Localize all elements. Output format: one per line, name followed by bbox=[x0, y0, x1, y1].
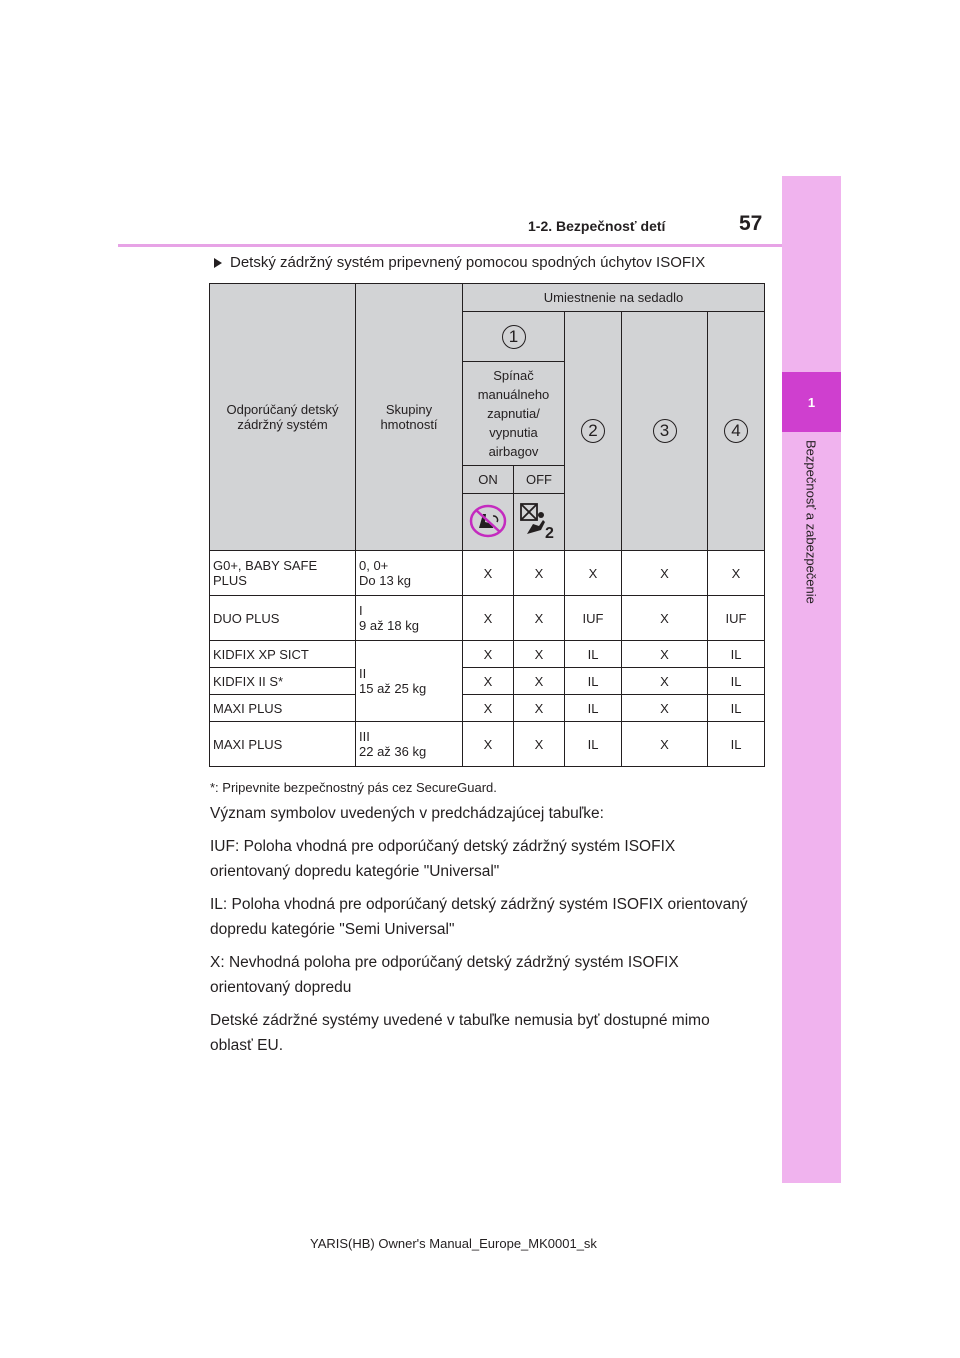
body-text bbox=[210, 801, 750, 1066]
paragraph: IUF: Poloha vhodná pre odporúčaný detský zádržný systém ISOFIX orientovaný dopredu kategórie "Universal" bbox=[210, 838, 676, 880]
row-seat-2: IL bbox=[565, 641, 622, 668]
row-seat-3: X bbox=[622, 551, 708, 596]
row-on: X bbox=[463, 668, 514, 695]
row-seat-3: X bbox=[622, 641, 708, 668]
row-seat-3: X bbox=[622, 722, 708, 767]
row-weight: III 22 až 36 kg bbox=[356, 722, 463, 767]
row-on: X bbox=[463, 641, 514, 668]
row-seat-4: IL bbox=[708, 695, 765, 722]
row-seat-3: X bbox=[622, 668, 708, 695]
row-on: X bbox=[463, 596, 514, 641]
paragraph: IL: Poloha vhodná pre odporúčaný detský zádržný systém ISOFIX orientovaný dopredu kategórie "Semi Universal" bbox=[210, 896, 748, 938]
row-weight-group-2: II 15 až 25 kg bbox=[356, 641, 463, 722]
row-system: KIDFIX II S* bbox=[210, 668, 356, 695]
triangle-bullet-icon bbox=[214, 258, 222, 268]
section-heading bbox=[214, 254, 705, 271]
row-weight: I 9 až 18 kg bbox=[356, 596, 463, 641]
section-heading-text: Detský zádržný systém pripevnený pomocou spodných úchytov ISOFIX bbox=[230, 254, 706, 271]
table-row bbox=[210, 551, 765, 596]
row-seat-2: IL bbox=[565, 695, 622, 722]
header-weight-groups: Skupiny hmotností bbox=[356, 284, 463, 551]
table-row bbox=[210, 722, 765, 767]
row-off: X bbox=[514, 722, 565, 767]
row-seat-2: IL bbox=[565, 668, 622, 695]
row-seat-4: IL bbox=[708, 668, 765, 695]
row-on: X bbox=[463, 551, 514, 596]
header-rule bbox=[118, 244, 782, 247]
seat-2-header bbox=[565, 312, 622, 551]
row-off: X bbox=[514, 641, 565, 668]
row-system: DUO PLUS bbox=[210, 596, 356, 641]
header-recommended-system: Odporúčaný detský zádržný systém bbox=[210, 284, 356, 551]
svg-text:2: 2 bbox=[545, 524, 554, 540]
row-off: X bbox=[514, 695, 565, 722]
table-row bbox=[210, 668, 765, 695]
airbag-off-icon-cell bbox=[463, 494, 514, 551]
row-weight: 0, 0+ Do 13 kg bbox=[356, 551, 463, 596]
row-seat-3: X bbox=[622, 695, 708, 722]
paragraph: X: Nevhodná poloha pre odporúčaný detský zádržný systém ISOFIX orientovaný dopredu bbox=[210, 954, 679, 996]
row-system: KIDFIX XP SICT bbox=[210, 641, 356, 668]
row-seat-4: X bbox=[708, 551, 765, 596]
chapter-number-box: 1 bbox=[782, 372, 841, 432]
table-row bbox=[210, 695, 765, 722]
row-seat-3: X bbox=[622, 596, 708, 641]
child-seat-icon-cell bbox=[514, 494, 565, 551]
footer-manual-id: YARIS(HB) Owner's Manual_Europe_MK0001_sk bbox=[310, 1236, 597, 1251]
row-seat-4: IL bbox=[708, 722, 765, 767]
child-seat-airbag-warning-icon bbox=[519, 502, 559, 540]
row-system: MAXI PLUS bbox=[210, 722, 356, 767]
row-on: X bbox=[463, 722, 514, 767]
row-on: X bbox=[463, 695, 514, 722]
footnote: *: Pripevnite bezpečnostný pás cez SecureGuard. bbox=[210, 780, 497, 795]
on-header: ON bbox=[463, 466, 514, 494]
paragraph: Význam symbolov uvedených v predchádzajúcej tabuľke: bbox=[210, 805, 604, 822]
row-system: G0+, BABY SAFE PLUS bbox=[210, 551, 356, 596]
row-seat-2: IL bbox=[565, 722, 622, 767]
seat-4-header bbox=[708, 312, 765, 551]
table-row bbox=[210, 596, 765, 641]
seat-3-header bbox=[622, 312, 708, 551]
paragraph: Detské zádržné systémy uvedené v tabuľke nemusia byť dostupné mimo oblasť EU. bbox=[210, 1012, 710, 1054]
header-seat-placement: Umiestnenie na sedadlo bbox=[463, 284, 765, 312]
seat-1-header bbox=[463, 312, 565, 362]
row-off: X bbox=[514, 668, 565, 695]
seat-2-circle-icon: 2 bbox=[581, 419, 605, 443]
section-title: 1-2. Bezpečnosť detí bbox=[528, 218, 666, 234]
seat-4-circle-icon: 4 bbox=[724, 419, 748, 443]
seat-1-circle-icon: 1 bbox=[502, 325, 526, 349]
row-off: X bbox=[514, 596, 565, 641]
page-number: 57 bbox=[739, 212, 763, 235]
passenger-airbag-off-icon bbox=[469, 504, 507, 538]
seat-3-circle-icon: 3 bbox=[653, 419, 677, 443]
table-row bbox=[210, 641, 765, 668]
isofix-table bbox=[209, 283, 765, 767]
row-seat-2: IUF bbox=[565, 596, 622, 641]
row-seat-4: IL bbox=[708, 641, 765, 668]
chapter-label: Bezpečnosť a zabezpečenie bbox=[803, 440, 819, 604]
side-tab bbox=[782, 176, 841, 1183]
row-seat-2: X bbox=[565, 551, 622, 596]
row-seat-4: IUF bbox=[708, 596, 765, 641]
off-header: OFF bbox=[514, 466, 565, 494]
row-off: X bbox=[514, 551, 565, 596]
row-system: MAXI PLUS bbox=[210, 695, 356, 722]
airbag-switch-header: Spínač manuálneho zapnutia/ vypnutia airbagov bbox=[463, 362, 565, 466]
